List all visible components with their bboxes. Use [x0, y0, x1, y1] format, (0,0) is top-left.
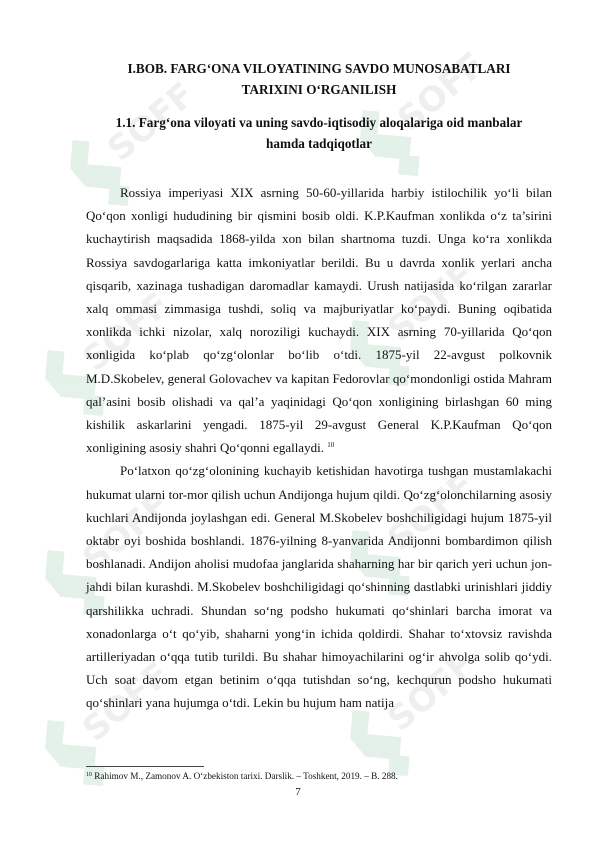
body-text: [86, 181, 552, 715]
footnote: [86, 770, 552, 782]
paragraph-1: [86, 181, 552, 459]
section-heading-line2: hamda tadqiqotlar: [266, 136, 372, 151]
chapter-heading-line1: I.BOB. FARG‘ONA VILOYATINING SAVDO MUNOSABATLARI: [127, 61, 511, 76]
svg-text:SOFF: SOFF: [380, 464, 483, 560]
svg-text:SOFF: SOFF: [100, 74, 203, 170]
svg-text:SOFF: SOFF: [380, 644, 483, 740]
page-number: 7: [295, 786, 301, 798]
section-heading-line1: 1.1. Farg‘ona viloyati va uning savdo-iqtisodiy aloqalariga oid manbalar: [115, 115, 523, 130]
chapter-heading: [86, 58, 552, 100]
footnote-number: 10: [86, 772, 92, 778]
svg-text:SOFF: SOFF: [75, 654, 178, 750]
svg-text:SOFF: SOFF: [390, 44, 493, 140]
footnote-text: Rahimov M., Zamonov A. O‘zbekiston tarixi. Darslik. – Toshkent, 2019. – B. 288.: [94, 771, 398, 781]
svg-text:SOFF: SOFF: [75, 484, 178, 580]
chapter-heading-line2: TARIXINI O‘RGANILISH: [241, 82, 397, 97]
section-heading: [86, 112, 552, 154]
footnote-divider: [86, 766, 204, 767]
svg-text:SOFF: SOFF: [75, 284, 178, 380]
paragraph-1-text: Rossiya imperiyasi XIX asrning 50-60-yillarida harbiy istilochilik yo‘li bilan Qo‘qon xonligi hududining bir qismini bosib oldi. K.P.Kaufman xonlikda o‘z ta’sirini kuchaytirish maqsadida 1868-yilda xon bilan shartnoma tuzdi. Unga ko‘ra xonlikda Rossiya savdogarlariga katta imkoniyatlar berildi. Bu u davrda xonlik yerlari ancha qisqarib, xazinaga tushadigan daromadlar kamaydi. Urush natijasida ko‘rilgan zararlar xalq ommasi zimmasiga tushdi, soliq va majburiyatlar ko‘paydi. Buning oqibatida xonlikda ichki nizolar, xalq noroziligi kuchaydi. XIX asrning 70-yillarida Qo‘qon xonligida ko‘plab qo‘zg‘olonlar bo‘lib o‘tdi. 1875-yil 22-avgust polkovnik M.D.Skobelev, general Golovachev va kapitan Fedorovlar qo‘mondonligi ostida Mahram qal’asini bosib olishadi va qal’a yaqinidagi Qo‘qon xonligining birlashgan 60 ming kishilik askarlarini yengadi. 1875-yil 29-avgust General K.P.Kaufman Qo‘qon xonligining asosiy shahri Qo‘qonni egallaydi.: [86, 185, 552, 456]
footnote-reference[interactable]: 10: [327, 441, 335, 450]
watermark-logo: [347, 32, 511, 189]
paragraph-2-text: Po‘latxon qo‘zg‘olonining kuchayib ketishidan havotirga tushgan mustamlakachi hukumat ularni tor-mor qilish uchun Andijonga hujum qildi. Qo‘zg‘olonchilarning asosiy kuchlari Andijonda joylashgan edi. General M.Skobelev boshchiligidagi hujum 1875-yil oktabr oyi boshida boshlandi. 1876-yilning 8-yanvarida Andijonni bombardimon qilish boshlanadi. Andijon aholisi mudofaa janglarida shaharning har bir qarich yeri uchun jon-jahdi bilan kurashdi. M.Skobelev boshchiligidagi qo‘shinning dastlabki urinishlari jiddiy qarshilikka uchradi. Shundan so‘ng podsho hukumati qo‘shinlari barcha imorat va xonadonlarga o‘t qo‘yib, shaharni yong‘in ichida qoldirdi. Shahar to‘xtovsiz ravishda artilleriyadan o‘qqa tutib turildi. Bu shahar himoyachilarini og‘ir ahvolga solib qo‘ydi. Uch soat davom etgan betinim o‘qqa tutishdan so‘ng, kechqurun podsho hukumati qo‘shinlari yana hujumga o‘tdi. Lekin bu hujum ham natija: [86, 463, 552, 711]
svg-text:SOFF: SOFF: [380, 254, 483, 350]
paragraph-2: [86, 459, 552, 714]
